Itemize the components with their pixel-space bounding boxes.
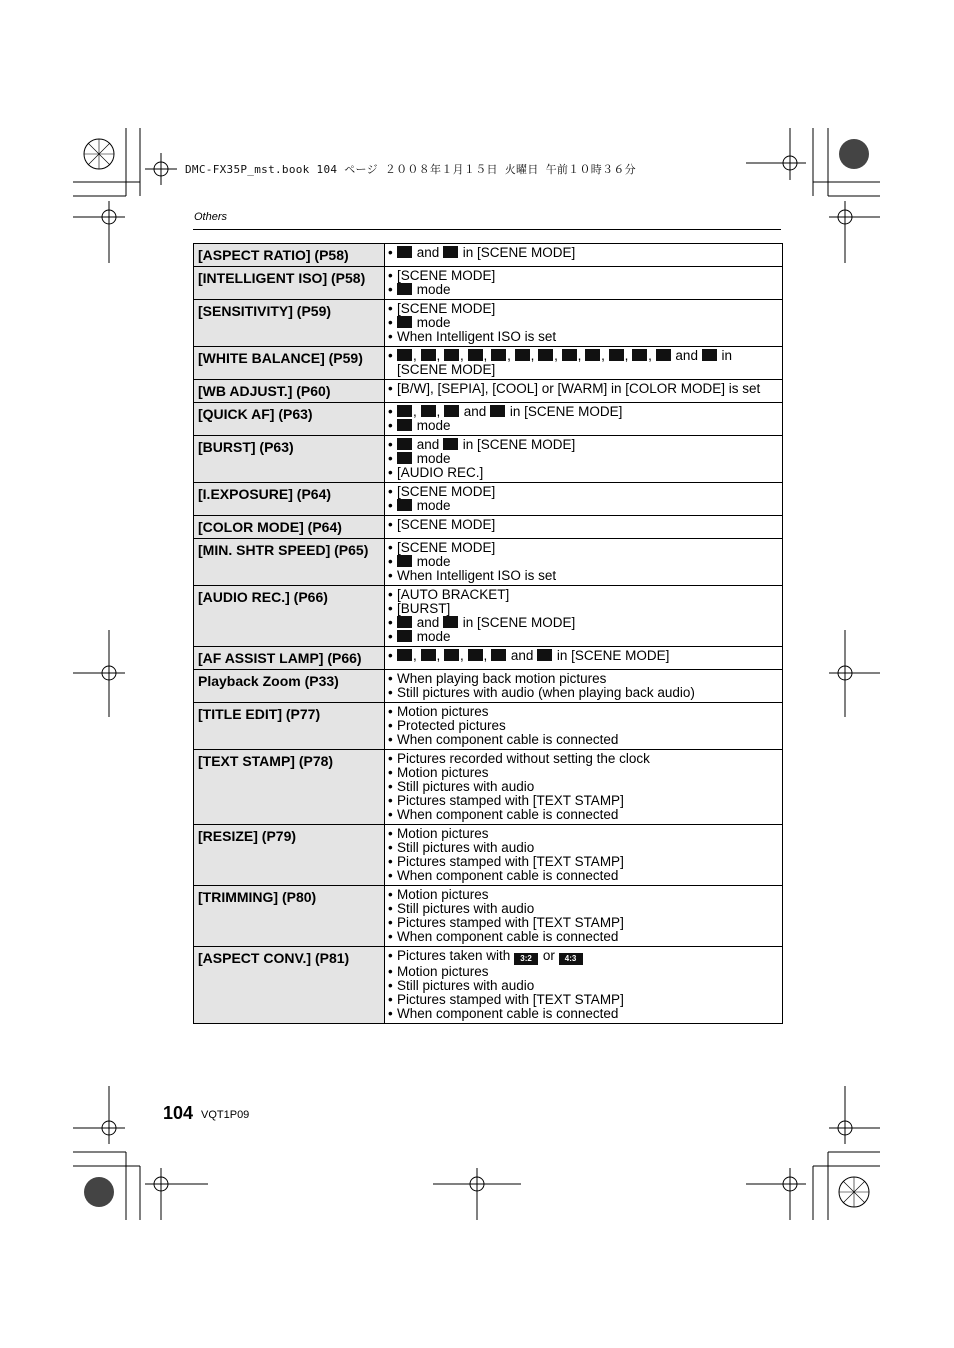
condition-list (388, 349, 778, 377)
condition-list (388, 752, 778, 822)
condition-cell (385, 670, 783, 703)
item-label: [WHITE BALANCE] (P59) (194, 347, 385, 380)
underwater-icon (702, 349, 717, 361)
item-label: [INTELLIGENT ISO] (P58) (194, 267, 385, 300)
condition-item (388, 485, 778, 499)
condition-text: [BURST] (397, 601, 451, 616)
condition-text: When playing back motion pictures (397, 671, 607, 686)
night-portrait-icon (397, 405, 412, 417)
condition-text: [SCENE MODE] (397, 517, 496, 532)
condition-item (388, 916, 778, 930)
aspect-3-2-icon: 3:2 (514, 953, 538, 965)
condition-list (388, 405, 778, 433)
night-portrait-icon (397, 246, 412, 258)
motion-picture-icon (397, 452, 412, 464)
table-row (194, 347, 783, 380)
condition-text: Motion pictures (397, 964, 489, 979)
table-row (194, 586, 783, 647)
restriction-table (193, 243, 783, 1024)
condition-text: Pictures stamped with [TEXT STAMP] (397, 915, 624, 930)
condition-list (388, 705, 778, 747)
hi-speed-burst-icon (443, 246, 458, 258)
table-row (194, 483, 783, 516)
condition-item (388, 733, 778, 747)
condition-item (388, 888, 778, 902)
item-label: [AUDIO REC.] (P66) (194, 586, 385, 647)
condition-text: [SCENE MODE] (397, 301, 496, 316)
condition-item (388, 602, 778, 616)
table-row (194, 703, 783, 750)
condition-list (388, 382, 778, 396)
condition-text: , (577, 348, 586, 363)
condition-item (388, 382, 778, 396)
fireworks-icon (490, 405, 505, 417)
condition-item (388, 719, 778, 733)
night-scenery-icon (444, 649, 459, 661)
print-header: DMC-FX35P_mst.book 104 ページ ２００８年１月１５日 火曜日 午前１０時３６分 (185, 163, 636, 176)
item-label: [WB ADJUST.] (P60) (194, 380, 385, 403)
item-label: [SENSITIVITY] (P59) (194, 300, 385, 347)
condition-text: , (554, 348, 562, 363)
starry-sky-icon (443, 616, 458, 628)
condition-text: in [SCENE MODE] (459, 615, 576, 630)
condition-cell (385, 703, 783, 750)
condition-item (388, 438, 778, 452)
table-row (194, 380, 783, 403)
condition-text: Protected pictures (397, 718, 506, 733)
condition-cell (385, 483, 783, 516)
condition-item (388, 841, 778, 855)
condition-item (388, 752, 778, 766)
condition-item (388, 518, 778, 532)
condition-item (388, 766, 778, 780)
condition-cell (385, 825, 783, 886)
condition-item (388, 808, 778, 822)
condition-text: , (460, 648, 468, 663)
item-label: [ASPECT CONV.] (P81) (194, 947, 385, 1024)
hi-speed-burst-icon (397, 616, 412, 628)
starry-sky-icon (562, 349, 577, 361)
fireworks-icon (585, 349, 600, 361)
condition-item (388, 630, 778, 644)
condition-text: Pictures stamped with [TEXT STAMP] (397, 793, 624, 808)
sunset-icon (468, 649, 483, 661)
condition-text: or (539, 948, 559, 963)
condition-item (388, 965, 778, 979)
condition-text: Still pictures with audio (397, 978, 535, 993)
condition-cell (385, 436, 783, 483)
condition-text: [SCENE MODE] (397, 268, 496, 283)
condition-text: Pictures taken with (397, 948, 515, 963)
condition-text: When component cable is connected (397, 807, 619, 822)
condition-list (388, 541, 778, 583)
condition-cell (385, 647, 783, 670)
condition-text: mode (413, 629, 451, 644)
condition-text: , (413, 404, 421, 419)
condition-text: , (436, 648, 445, 663)
condition-item (388, 930, 778, 944)
condition-list (388, 246, 778, 260)
motion-picture-icon (397, 316, 412, 328)
table-row (194, 244, 783, 267)
condition-text: , (460, 348, 468, 363)
scenery-icon (421, 649, 436, 661)
condition-item (388, 283, 778, 297)
section-rule (193, 229, 781, 230)
starry-sky-icon (443, 438, 458, 450)
condition-text: Motion pictures (397, 765, 489, 780)
condition-item (388, 780, 778, 794)
condition-item (388, 569, 778, 583)
condition-item (388, 302, 778, 316)
condition-list (388, 269, 778, 297)
condition-cell (385, 516, 783, 539)
item-label: [I.EXPOSURE] (P64) (194, 483, 385, 516)
night-scenery-icon (421, 405, 436, 417)
condition-text: , (624, 348, 633, 363)
condition-text: Motion pictures (397, 826, 489, 841)
condition-item (388, 452, 778, 466)
aspect-4-3-icon: 4:3 (559, 953, 583, 965)
condition-list (388, 827, 778, 883)
condition-text: Still pictures with audio (when playing back audio) (397, 685, 695, 700)
condition-text: Pictures stamped with [TEXT STAMP] (397, 854, 624, 869)
condition-text: and (413, 615, 444, 630)
condition-text: and (413, 437, 444, 452)
condition-item (388, 499, 778, 513)
condition-text: Pictures recorded without setting the clock (397, 751, 650, 766)
condition-text: [SCENE MODE] (397, 540, 496, 555)
condition-text: and (507, 648, 538, 663)
condition-cell (385, 539, 783, 586)
condition-item (388, 419, 778, 433)
condition-cell (385, 300, 783, 347)
candle-light-icon (515, 349, 530, 361)
item-label: [AF ASSIST LAMP] (P66) (194, 647, 385, 670)
restriction-table-body (194, 244, 783, 1024)
condition-item (388, 686, 778, 700)
item-label: [COLOR MODE] (P64) (194, 516, 385, 539)
condition-item (388, 902, 778, 916)
condition-text: and (413, 245, 444, 260)
self-portrait-icon (397, 649, 412, 661)
condition-text: and (460, 404, 491, 419)
condition-text: in [SCENE MODE] (553, 648, 670, 663)
condition-item (388, 466, 778, 480)
fireworks-icon (491, 649, 506, 661)
condition-list (388, 302, 778, 344)
aerial-photo-icon (656, 349, 671, 361)
item-label: [TEXT STAMP] (P78) (194, 750, 385, 825)
condition-cell (385, 380, 783, 403)
condition-text: , (413, 348, 421, 363)
aerial-photo-icon (537, 649, 552, 661)
condition-text: , (601, 348, 609, 363)
condition-text: , (483, 348, 492, 363)
snow-icon (632, 349, 647, 361)
condition-text: When component cable is connected (397, 929, 619, 944)
condition-text: mode (413, 315, 451, 330)
table-row (194, 267, 783, 300)
table-row (194, 750, 783, 825)
condition-text: Motion pictures (397, 704, 489, 719)
scenery-icon (397, 349, 412, 361)
motion-picture-icon (397, 630, 412, 642)
condition-list (388, 485, 778, 513)
table-row (194, 647, 783, 670)
condition-text: When component cable is connected (397, 868, 619, 883)
motion-picture-icon (397, 419, 412, 431)
table-row (194, 886, 783, 947)
condition-text: in [SCENE MODE] (459, 437, 576, 452)
table-row (194, 403, 783, 436)
condition-list (388, 649, 778, 663)
condition-item (388, 349, 778, 377)
item-label: [RESIZE] (P79) (194, 825, 385, 886)
party-icon (491, 349, 506, 361)
condition-list (388, 438, 778, 480)
condition-text: [SCENE MODE] (397, 484, 496, 499)
item-label: Playback Zoom (P33) (194, 670, 385, 703)
condition-list (388, 949, 778, 1021)
motion-picture-icon (397, 555, 412, 567)
section-title: Others (194, 211, 228, 223)
condition-item (388, 405, 778, 419)
condition-text: mode (413, 282, 451, 297)
condition-cell (385, 244, 783, 267)
condition-text: When component cable is connected (397, 1006, 619, 1021)
motion-picture-icon (397, 283, 412, 295)
table-row (194, 539, 783, 586)
condition-list (388, 672, 778, 700)
condition-text: Still pictures with audio (397, 779, 535, 794)
condition-text: in [SCENE MODE] (459, 245, 576, 260)
condition-cell (385, 347, 783, 380)
condition-cell (385, 586, 783, 647)
condition-cell (385, 947, 783, 1024)
condition-text: mode (413, 418, 451, 433)
table-row (194, 300, 783, 347)
starry-sky-icon (444, 405, 459, 417)
table-row (194, 670, 783, 703)
condition-text: Pictures stamped with [TEXT STAMP] (397, 992, 624, 1007)
condition-item (388, 993, 778, 1007)
beach-icon (609, 349, 624, 361)
condition-list (388, 588, 778, 644)
table-row (194, 825, 783, 886)
condition-text: , (413, 648, 421, 663)
model-code: VQT1P09 (201, 1109, 250, 1121)
condition-text: in [SCENE MODE] (397, 348, 732, 377)
condition-cell (385, 750, 783, 825)
hi-speed-burst-icon (397, 438, 412, 450)
condition-text: , (507, 348, 515, 363)
item-label: [ASPECT RATIO] (P58) (194, 244, 385, 267)
condition-item (388, 555, 778, 569)
condition-cell (385, 886, 783, 947)
sunset-icon (538, 349, 553, 361)
table-row (194, 947, 783, 1024)
condition-text: and (671, 348, 702, 363)
night-scenery-icon (444, 349, 459, 361)
condition-text: When component cable is connected (397, 732, 619, 747)
condition-text: mode (413, 451, 451, 466)
condition-text: , (648, 348, 656, 363)
condition-item (388, 1007, 778, 1021)
condition-item (388, 588, 778, 602)
condition-text: [AUDIO REC.] (397, 465, 484, 480)
table-row (194, 516, 783, 539)
condition-item (388, 649, 778, 663)
condition-item (388, 794, 778, 808)
item-label: [QUICK AF] (P63) (194, 403, 385, 436)
item-label: [TITLE EDIT] (P77) (194, 703, 385, 750)
condition-text: , (530, 348, 539, 363)
table-row (194, 436, 783, 483)
condition-list (388, 888, 778, 944)
condition-item (388, 541, 778, 555)
condition-item (388, 705, 778, 719)
condition-item (388, 979, 778, 993)
condition-text: [B/W], [SEPIA], [COOL] or [WARM] in [COLOR MODE] is set (397, 381, 761, 396)
condition-cell (385, 403, 783, 436)
condition-text: mode (413, 498, 451, 513)
condition-text: When Intelligent ISO is set (397, 568, 557, 583)
condition-item (388, 827, 778, 841)
condition-text: When Intelligent ISO is set (397, 329, 557, 344)
page-number: 104 (163, 1103, 194, 1123)
condition-item (388, 616, 778, 630)
condition-cell (385, 267, 783, 300)
condition-list (388, 518, 778, 532)
condition-text: in [SCENE MODE] (506, 404, 623, 419)
night-portrait-icon (421, 349, 436, 361)
condition-text: , (483, 648, 492, 663)
condition-text: Motion pictures (397, 887, 489, 902)
item-label: [MIN. SHTR SPEED] (P65) (194, 539, 385, 586)
condition-text: , (436, 404, 445, 419)
condition-item (388, 672, 778, 686)
condition-item (388, 869, 778, 883)
condition-item (388, 316, 778, 330)
condition-item (388, 330, 778, 344)
condition-item (388, 269, 778, 283)
condition-item (388, 246, 778, 260)
condition-text: [AUTO BRACKET] (397, 587, 510, 602)
motion-picture-icon (397, 499, 412, 511)
food-icon (468, 349, 483, 361)
condition-item (388, 855, 778, 869)
item-label: [TRIMMING] (P80) (194, 886, 385, 947)
condition-item (388, 949, 778, 965)
condition-text: mode (413, 554, 451, 569)
condition-text: Still pictures with audio (397, 840, 535, 855)
item-label: [BURST] (P63) (194, 436, 385, 483)
condition-text: , (436, 348, 445, 363)
condition-text: Still pictures with audio (397, 901, 535, 916)
